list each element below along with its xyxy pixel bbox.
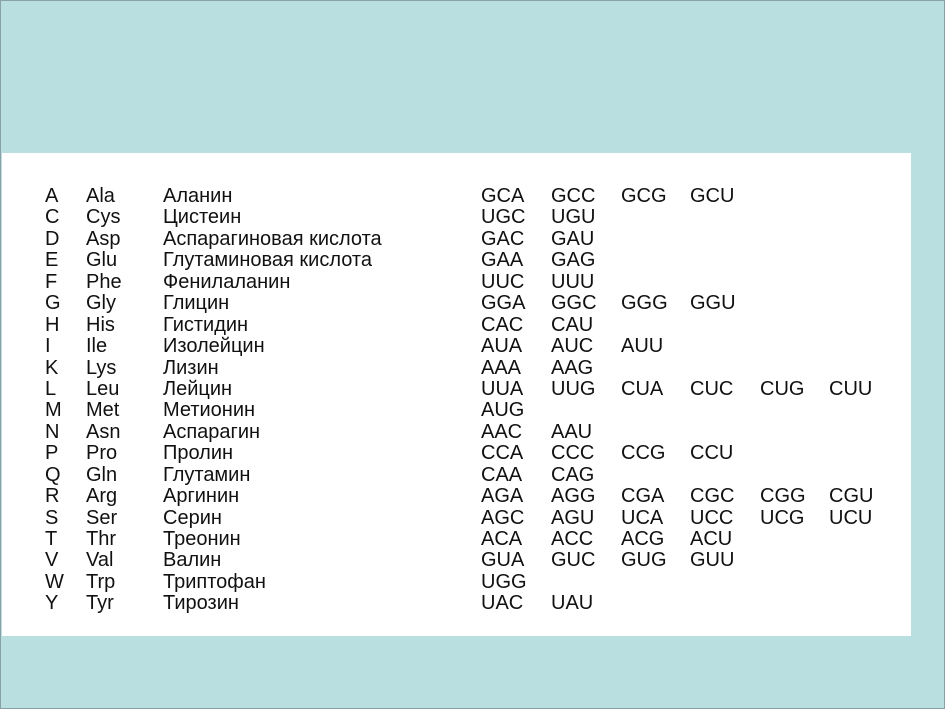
codon: ACC	[551, 528, 594, 550]
codon: AGC	[481, 506, 525, 529]
codon: GAU	[551, 227, 595, 250]
three-letter-code: Gln	[86, 463, 118, 486]
table-row	[0, 229, 911, 250]
amino-acid-codon-table	[0, 186, 911, 615]
codon: AUU	[621, 335, 664, 358]
table-row	[0, 508, 911, 529]
codon: GAA	[481, 249, 524, 272]
one-letter-code: N	[45, 420, 60, 443]
codon: GCA	[481, 185, 525, 207]
codon: AUC	[551, 335, 594, 358]
amino-acid-name: Пролин	[163, 442, 234, 465]
codon: AUA	[481, 335, 523, 358]
one-letter-code: F	[45, 270, 58, 293]
codon: AUG	[481, 399, 525, 422]
codon: CAG	[551, 463, 595, 486]
codon: UUG	[551, 377, 596, 400]
codon: AAG	[551, 356, 594, 379]
codon: GUG	[621, 549, 667, 572]
three-letter-code: Pro	[86, 442, 118, 465]
amino-acid-name: Аргинин	[163, 485, 240, 508]
one-letter-code: S	[45, 506, 59, 529]
codon: CCU	[690, 442, 734, 465]
three-letter-code: Ser	[86, 506, 118, 529]
codon: GGG	[621, 292, 668, 315]
codon: GGC	[551, 292, 597, 315]
codon: CUU	[829, 377, 873, 400]
amino-acid-name: Изолейцин	[163, 335, 265, 358]
codon: UAC	[481, 592, 524, 615]
amino-acid-name: Глутаминовая кислота	[163, 249, 372, 272]
three-letter-code: Asn	[86, 420, 121, 443]
codon: UCC	[690, 506, 734, 529]
codon: UGC	[481, 206, 526, 229]
codon: CUG	[760, 377, 805, 400]
three-letter-code: Lys	[86, 356, 117, 379]
amino-acid-name: Тирозин	[163, 592, 239, 615]
one-letter-code: M	[45, 399, 62, 422]
codon: CGG	[760, 485, 806, 508]
amino-acid-name: Цистеин	[163, 206, 242, 229]
table-row	[0, 486, 911, 507]
codon: CGC	[690, 485, 735, 508]
three-letter-code: Val	[86, 549, 114, 572]
codon: UCU	[829, 506, 873, 529]
amino-acid-name: Валин	[163, 549, 222, 572]
three-letter-code: Thr	[86, 528, 116, 550]
table-row	[0, 186, 911, 207]
amino-acid-name: Глицин	[163, 292, 230, 315]
amino-acid-name: Метионин	[163, 399, 256, 422]
codon: GUU	[690, 549, 735, 572]
amino-acid-name: Лейцин	[163, 377, 233, 400]
one-letter-code: A	[45, 185, 59, 207]
codon: CUC	[690, 377, 734, 400]
codon: GCG	[621, 185, 667, 207]
table-row	[0, 336, 911, 357]
amino-acid-name: Глутамин	[163, 463, 251, 486]
codon: CGU	[829, 485, 874, 508]
codon: UCA	[621, 506, 664, 529]
table-row	[0, 379, 911, 400]
one-letter-code: W	[45, 570, 64, 593]
one-letter-code: Q	[45, 463, 61, 486]
one-letter-code: V	[45, 549, 59, 572]
codon: CAC	[481, 313, 524, 336]
codon: UUC	[481, 270, 525, 293]
one-letter-code: I	[45, 335, 51, 358]
codon: CAA	[481, 463, 523, 486]
codon: CCC	[551, 442, 595, 465]
one-letter-code: E	[45, 249, 59, 272]
codon: AAU	[551, 420, 593, 443]
amino-acid-name: Фенилаланин	[163, 270, 291, 293]
codon: GUA	[481, 549, 525, 572]
three-letter-code: Gly	[86, 292, 116, 315]
amino-acid-name: Аспарагиновая кислота	[163, 227, 382, 250]
codon: AAA	[481, 356, 522, 379]
codon: GAC	[481, 227, 525, 250]
one-letter-code: Y	[45, 592, 59, 615]
codon: CAU	[551, 313, 594, 336]
one-letter-code: R	[45, 485, 60, 508]
three-letter-code: Leu	[86, 377, 120, 400]
amino-acid-name: Триптофан	[163, 570, 266, 593]
table-row	[0, 400, 911, 421]
table-row	[0, 293, 911, 314]
one-letter-code: G	[45, 292, 61, 315]
three-letter-code: Ala	[86, 185, 115, 207]
codon: ACG	[621, 528, 665, 550]
three-letter-code: His	[86, 313, 115, 336]
codon: ACA	[481, 528, 523, 550]
one-letter-code: H	[45, 313, 60, 336]
three-letter-code: Phe	[86, 270, 122, 293]
one-letter-code: T	[45, 528, 58, 550]
codon: AGA	[481, 485, 524, 508]
amino-acid-name: Серин	[163, 506, 222, 529]
codon: UUU	[551, 270, 595, 293]
amino-acid-name: Треонин	[163, 528, 241, 550]
one-letter-code: D	[45, 227, 60, 250]
codon: GGA	[481, 292, 526, 315]
three-letter-code: Glu	[86, 249, 118, 272]
codon: AAC	[481, 420, 523, 443]
amino-acid-name: Аспарагин	[163, 420, 261, 443]
codon: UGU	[551, 206, 596, 229]
codon: CCG	[621, 442, 666, 465]
table-row	[0, 358, 911, 379]
codon: CCA	[481, 442, 524, 465]
table-row	[0, 207, 911, 228]
table-row	[0, 315, 911, 336]
codon: CUA	[621, 377, 664, 400]
codon: CGA	[621, 485, 665, 508]
one-letter-code: K	[45, 356, 59, 379]
codon: GUC	[551, 549, 596, 572]
table-row	[0, 422, 911, 443]
three-letter-code: Met	[86, 399, 120, 422]
three-letter-code: Arg	[86, 485, 118, 508]
amino-acid-name: Лизин	[163, 356, 219, 379]
table-row	[0, 550, 911, 571]
three-letter-code: Tyr	[86, 592, 114, 615]
codon: UAU	[551, 592, 594, 615]
amino-acid-name: Гистидин	[163, 313, 249, 336]
codon: UGG	[481, 570, 527, 593]
codon: GAG	[551, 249, 596, 272]
table-row	[0, 443, 911, 464]
table-row	[0, 250, 911, 271]
table-row	[0, 272, 911, 293]
codon: UCG	[760, 506, 805, 529]
codon: GCC	[551, 185, 596, 207]
three-letter-code: Cys	[86, 206, 121, 229]
amino-acid-name: Аланин	[163, 185, 233, 207]
three-letter-code: Asp	[86, 227, 121, 250]
three-letter-code: Ile	[86, 335, 108, 358]
codon: AGG	[551, 485, 596, 508]
table-row	[0, 529, 911, 550]
table-row	[0, 465, 911, 486]
three-letter-code: Trp	[86, 570, 116, 593]
codon: ACU	[690, 528, 733, 550]
one-letter-code: P	[45, 442, 59, 465]
codon: GCU	[690, 185, 735, 207]
table-row	[0, 593, 911, 614]
codon: GGU	[690, 292, 736, 315]
one-letter-code: C	[45, 206, 60, 229]
codon: UUA	[481, 377, 524, 400]
table-row	[0, 572, 911, 593]
codon: AGU	[551, 506, 595, 529]
one-letter-code: L	[45, 377, 57, 400]
